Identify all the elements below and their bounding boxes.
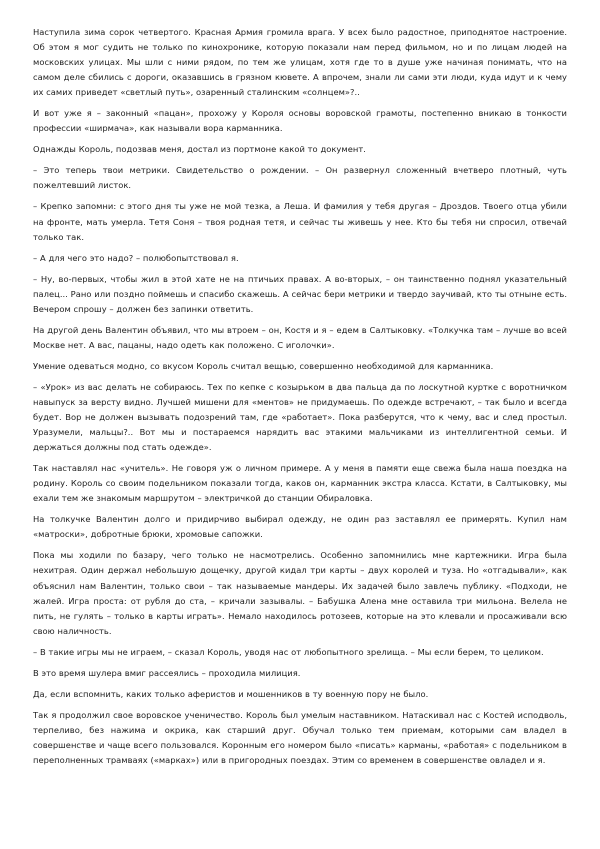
paragraph: Однажды Король, подозвав меня, достал из портмоне какой то документ. (33, 144, 366, 155)
paragraph: Так наставлял нас «учитель». Не говоря уж о личном примере. А у меня в памяти еще свежа была наша поездка на родину. Король со своим подельником показали тогда, каков он, карманник экстра класса. Кстати, в Салтыковку, мы ехали тем же знакомым маршрутом – электричкой до станции Обираловка. (33, 463, 567, 504)
paragraph: Умение одеваться модно, со вкусом Король считал вещью, совершенно необходимой для карманника. (33, 360, 494, 371)
paragraph: – Ну, во-первых, чтобы жил в этой хате не на птичьих правах. А во-вторых, – он таинственно поднял указательный палец... Рано или поздно поймешь и спасибо скажешь. А сейчас бери метрики и твердо заучивай, кто ты отныне есть. Вечером спрошу – должен без запинки ответить. (33, 273, 567, 314)
paragraph: И вот уже я – законный «пацан», прохожу у Короля основы воровской грамоты, постепенно вникаю в тонкости профессии «ширмача», как называли вора карманника. (33, 108, 567, 134)
paragraph: – Это теперь твои метрики. Свидетельство о рождении. – Он развернул сложенный вчетверо плотный, чуть пожелтевший листок. (33, 165, 567, 191)
paragraph: – Крепко запомни: с этого дня ты уже не мой тезка, а Леша. И фамилия у тебя другая – Дроздов. Твоего отца убили на фронте, мать умерла. Тетя Соня – твоя родная тетя, и сейчас ты живешь у нее. Кто бы тебя ни спросил, отвечай только так. (33, 201, 567, 242)
paragraph: – В такие игры мы не играем, – сказал Король, уводя нас от любопытного зрелища. – Мы если берем, то целиком. (33, 646, 544, 657)
paragraph: – А для чего это надо? – полюбопытствовал я. (33, 252, 239, 263)
paragraph: Да, если вспомнить, каких только аферистов и мошенников в ту военную пору не было. (33, 688, 429, 699)
paragraph: На толкучке Валентин долго и придирчиво выбирал одежду, не один раз заставлял ее примерять. Купил нам «матроски», добротные брюки, хромовые сапожки. (33, 514, 567, 540)
paragraph: – «Урок» из вас делать не собираюсь. Тех по кепке с козырьком в два пальца да по лоскутной куртке с воротничком навыпуск за версту видно. Лучшей мишени для «ментов» не придумаешь. По одежде встречают, – так было и всегда будет. Вор не должен вызывать подозрений там, где «работает». Пока разберутся, что к чему, вас и след простыл. Уразумели, мальцы?.. Вот мы и постараемся нарядить вас этакими мальчиками из интеллигентной семьи. И держаться должны под стать одежде». (33, 381, 567, 453)
paragraph: В это время шулера вмиг рассеялись – проходила милиция. (33, 667, 301, 678)
document-body (33, 25, 567, 768)
paragraph: Так я продолжил свое воровское ученичество. Король был умелым наставником. Натаскивал нас с Костей исподволь, терпеливо, без нажима и окрика, как старший друг. Обучал только тем приемам, которыми сам владел в совершенстве и чаще всего пользовался. Коронным его номером было «писать» карманы, «работая» с подельником в переполненных трамваях («марках») или в пригородных поездах. Этим со временем в совершенстве овладел и я. (33, 709, 567, 765)
paragraph: Наступила зима сорок четвертого. Красная Армия громила врага. У всех было радостное, приподнятое настроение. Об этом я мог судить не только по кинохронике, которую показали нам перед фильмом, но и по лицам людей на московских улицах. Мы шли с ними рядом, по тем же улицам, хотя где то в душе уже начиная понимать, что на самом деле сбились с дороги, оказавшись в грязном кювете. А впрочем, знали ли сами эти люди, куда идут и к чему их самих приведет «светлый путь», озаренный сталинским «солнцем»?.. (33, 27, 567, 98)
paragraph: На другой день Валентин объявил, что мы втроем – он, Костя и я – едем в Салтыковку. «Толкучка там – лучше во всей Москве нет. А вас, пацаны, надо одеть как положено. С иголочки». (33, 324, 567, 350)
paragraph: Пока мы ходили по базару, чего только не насмотрелись. Особенно запомнились мне картежники. Игра была нехитрая. Один держал небольшую дощечку, другой кидал три карты – двух королей и туза. Но «отгадывали», как объяснил нам Валентин, только свои – так называемые мандеры. Их задачей было завлечь публику. «Подходи, не жалей. Игра проста: от рубля до ста, – кричали зазывалы. – Бабушка Алена мне оставила три мильона. Велела не пить, не гулять – только в карты играть». Немало находилось ротозеев, которые на это клевали и просаживали всю свою наличность. (33, 550, 567, 636)
